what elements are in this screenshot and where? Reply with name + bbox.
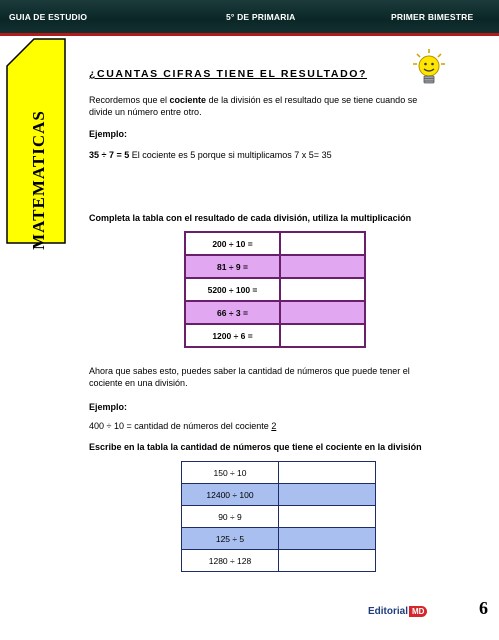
answer-cell[interactable] — [279, 550, 376, 572]
page-title: ¿CUANTAS CIFRAS TIENE EL RESULTADO? — [89, 68, 368, 80]
example1-expression: 35 ÷ 7 = 5 — [89, 150, 130, 160]
table-row — [182, 528, 376, 550]
division-cell: 150 ÷ 10 — [182, 462, 279, 484]
page-header — [0, 0, 499, 36]
division-table-2 — [181, 461, 376, 572]
division-cell: 125 ÷ 5 — [182, 528, 279, 550]
answer-cell[interactable] — [280, 255, 365, 278]
page-number: 6 — [479, 598, 488, 618]
answer-cell[interactable] — [280, 324, 365, 347]
table-row — [185, 232, 365, 255]
publisher-mark: MD — [409, 606, 427, 617]
example2-heading: Ejemplo: — [89, 402, 128, 412]
example2-text: 400 ÷ 10 = cantidad de números del cociente — [89, 421, 272, 431]
subject-tab — [6, 38, 66, 250]
division-cell: 1200 ÷ 6 = — [185, 324, 280, 347]
intro-after: de la división es el resultado que se tiene cuando se — [206, 95, 418, 105]
table-row — [182, 484, 376, 506]
answer-cell[interactable] — [280, 278, 365, 301]
example1-line — [89, 149, 332, 161]
table-row — [182, 506, 376, 528]
instruction2: Escribe en la tabla la cantidad de números que tiene el cociente en la división — [89, 442, 422, 452]
lightbulb-smiley-icon — [412, 48, 446, 93]
publisher-name: Editorial — [368, 606, 409, 617]
division-table-1 — [184, 231, 366, 348]
answer-cell[interactable] — [280, 232, 365, 255]
instruction1: Completa la tabla con el resultado de cada división, utiliza la multiplicación — [89, 213, 412, 223]
example1-heading: Ejemplo: — [89, 129, 128, 139]
subject-label: MATEMATICAS — [29, 110, 48, 250]
header-grade: 5° DE PRIMARIA — [226, 12, 296, 22]
intro-paragraph — [89, 94, 417, 118]
answer-cell[interactable] — [279, 528, 376, 550]
example2-answer: 2 — [271, 421, 277, 431]
table-row — [182, 550, 376, 572]
division-cell: 200 ÷ 10 = — [185, 232, 280, 255]
intro-before: Recordemos que el — [89, 95, 170, 105]
division-cell: 90 ÷ 9 — [182, 506, 279, 528]
table-row — [185, 324, 365, 347]
answer-cell[interactable] — [280, 301, 365, 324]
division-cell: 1280 ÷ 128 — [182, 550, 279, 572]
paragraph2 — [89, 365, 410, 389]
answer-cell[interactable] — [279, 506, 376, 528]
paragraph2-line1: Ahora que sabes esto, puedes saber la cantidad de números que puede tener el — [89, 366, 410, 376]
intro-bold-term: cociente — [169, 95, 207, 105]
table-row — [185, 301, 365, 324]
table-row — [185, 255, 365, 278]
example2-line — [89, 420, 276, 432]
division-cell: 81 ÷ 9 = — [185, 255, 280, 278]
answer-cell[interactable] — [279, 462, 376, 484]
publisher-logo — [368, 606, 427, 617]
example1-text: El cociente es 5 porque si multiplicamos 7 x 5= 35 — [129, 150, 332, 160]
header-term: PRIMER BIMESTRE — [391, 12, 474, 22]
intro-line2: divide un número entre otro. — [89, 107, 202, 117]
answer-cell[interactable] — [279, 484, 376, 506]
division-cell: 66 ÷ 3 = — [185, 301, 280, 324]
table-row — [182, 462, 376, 484]
paragraph2-line2: cociente en una división. — [89, 378, 188, 388]
header-guide: GUIA DE ESTUDIO — [9, 12, 88, 22]
division-cell: 12400 ÷ 100 — [182, 484, 279, 506]
table-row — [185, 278, 365, 301]
division-cell: 5200 ÷ 100 = — [185, 278, 280, 301]
